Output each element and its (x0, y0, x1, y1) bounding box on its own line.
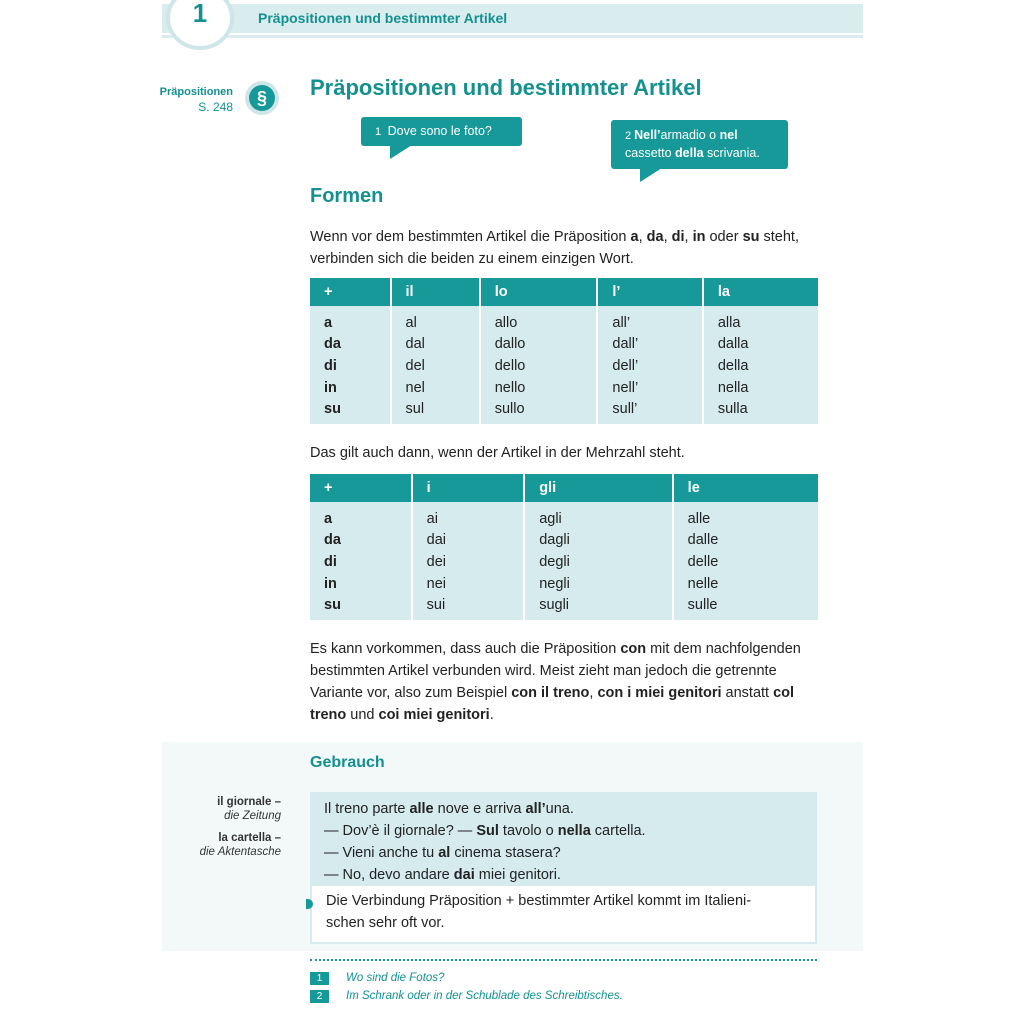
table-cell: dell’ (597, 355, 702, 377)
table-cell: alle (673, 502, 818, 530)
plural-paragraph: Das gilt auch dann, wenn der Artikel in der Mehrzahl steht. (310, 445, 685, 461)
table-header-cell: + (310, 474, 412, 502)
bold: alle (409, 801, 434, 817)
table-cell: in (310, 573, 412, 595)
vocab-term: la cartella – (218, 832, 281, 844)
table-cell: delle (673, 551, 818, 573)
bold: nella (557, 823, 591, 839)
table-cell: dallo (480, 334, 598, 356)
note-text: Die Verbindung Präposition + bestimmter Artikel kommt im Italieni- (326, 893, 752, 909)
bubble-bold: nel (719, 128, 738, 142)
table-cell: dal (391, 334, 480, 356)
text: Wenn vor dem bestimmten Artikel die Präposition (310, 229, 631, 245)
bold: col (773, 685, 795, 701)
table-cell: nello (480, 377, 598, 399)
table-cell: dello (480, 355, 598, 377)
text: cinema stasera? (450, 845, 561, 861)
note-box (310, 886, 817, 944)
header-underline (162, 35, 863, 38)
vocab-entry (200, 795, 281, 823)
text: cartella. (590, 823, 646, 839)
text: , (663, 229, 672, 245)
table-cell: dalla (703, 334, 818, 356)
text: , (638, 229, 647, 245)
paragraph-sign-icon[interactable]: § (249, 85, 275, 111)
footnote-number: 2 (310, 990, 329, 1003)
preposition-table-plural (310, 474, 818, 620)
vocab-translation: die Zeitung (224, 810, 281, 822)
text: und (346, 707, 379, 723)
table-cell: allo (480, 306, 598, 334)
footnote-text: Wo sind die Fotos? (346, 972, 445, 984)
table-row (310, 573, 818, 595)
table-row (310, 398, 818, 424)
table-cell: sugli (524, 594, 672, 620)
table-cell: all’ (597, 306, 702, 334)
text: bestimmten Artikel verbunden wird. Meist zieht man jedoch die getrennte (310, 663, 777, 679)
table-cell: da (310, 530, 412, 552)
vocab-translation: die Aktentasche (199, 846, 281, 858)
table-cell: agli (524, 502, 672, 530)
bold: da (646, 229, 664, 245)
text: Es kann vorkommen, dass auch die Präposition (310, 641, 621, 657)
bubble-text: scrivania. (703, 146, 760, 160)
text: oder (705, 229, 743, 245)
bubble-text: cassetto (625, 146, 676, 160)
table-cell: negli (524, 573, 672, 595)
text: Variante vor, also zum Beispiel (310, 685, 512, 701)
text: una. (545, 801, 574, 817)
bubble-number: 1 (375, 126, 382, 138)
text: — Dov’è il giornale? — (324, 823, 477, 839)
text: , (684, 229, 693, 245)
table-cell: nel (391, 377, 480, 399)
grammar-reference-page[interactable]: S. 248 (198, 100, 233, 114)
bubble-number: 2 (625, 130, 632, 142)
table-row (310, 306, 818, 334)
text: verbinden sich die beiden zu einem einzigen Wort. (310, 251, 634, 267)
footnote-text: Im Schrank oder in der Schublade des Schreibtisches. (346, 990, 623, 1002)
table-cell: nell’ (597, 377, 702, 399)
bold: treno (310, 707, 347, 723)
bold: con i miei genitori (597, 685, 722, 701)
example-line (324, 798, 803, 820)
table-header-cell: l’ (597, 278, 702, 306)
bubble-text: Dove sono le foto? (387, 124, 492, 138)
con-paragraph (310, 638, 830, 726)
bubble-bold: Nell’ (634, 128, 661, 142)
speech-bubble-2 (611, 120, 788, 169)
bold: su (742, 229, 760, 245)
section-title-gebrauch: Gebrauch (310, 754, 385, 771)
table-header-cell: + (310, 278, 391, 306)
table-cell: di (310, 551, 412, 573)
table-row (310, 530, 818, 552)
table-header-cell: la (703, 278, 818, 306)
table-cell: sulla (703, 398, 818, 424)
bold: a (630, 229, 639, 245)
footnote-number: 1 (310, 972, 329, 985)
table-header-cell: gli (524, 474, 672, 502)
table-cell: sul (391, 398, 480, 424)
table-cell: sullo (480, 398, 598, 424)
bold: all’ (525, 801, 546, 817)
table-header-row (310, 474, 818, 502)
table-row (310, 551, 818, 573)
vocabulary-margin (200, 795, 281, 867)
header-title: Präpositionen und bestimmter Artikel (258, 10, 508, 26)
examples-box (310, 792, 817, 886)
vocab-term: il giornale – (217, 796, 281, 808)
table-row (310, 502, 818, 530)
table-cell: a (310, 502, 412, 530)
example-line (324, 864, 803, 886)
table-header-cell: i (412, 474, 525, 502)
table-cell: su (310, 594, 412, 620)
bold: con (620, 641, 647, 657)
table-row (310, 355, 818, 377)
speech-bubble-tail (390, 145, 412, 159)
bold: con il treno (511, 685, 590, 701)
bubble-bold: della (675, 146, 704, 160)
table-cell: alla (703, 306, 818, 334)
section-title-formen: Formen (310, 185, 384, 207)
text: steht, (759, 229, 799, 245)
bubble-text: armadio o (660, 128, 720, 142)
table-cell: al (391, 306, 480, 334)
text: — No, devo andare (324, 867, 454, 883)
text: . (489, 707, 494, 723)
table-cell: su (310, 398, 391, 424)
bold: dai (453, 867, 475, 883)
table-cell: dagli (524, 530, 672, 552)
text: , (589, 685, 598, 701)
grammar-reference-label[interactable]: Präpositionen (159, 86, 233, 98)
table-header-row (310, 278, 818, 306)
table-cell: sui (412, 594, 525, 620)
table-cell: ai (412, 502, 525, 530)
table-row (310, 594, 818, 620)
table-cell: del (391, 355, 480, 377)
table-cell: sulle (673, 594, 818, 620)
table-cell: dai (412, 530, 525, 552)
table-cell: sull’ (597, 398, 702, 424)
bold: al (438, 845, 451, 861)
footnote-divider (310, 959, 817, 961)
bold: di (671, 229, 685, 245)
table-header-cell: il (391, 278, 480, 306)
text: tavolo o (498, 823, 558, 839)
speech-bubble-tail (640, 168, 662, 182)
speech-bubble-1 (361, 117, 522, 146)
text: Il treno parte (324, 801, 410, 817)
text: anstatt (721, 685, 774, 701)
text: mit dem nachfolgenden (646, 641, 801, 657)
table-cell: in (310, 377, 391, 399)
note-text: schen sehr oft vor. (326, 915, 445, 931)
intro-paragraph (310, 226, 830, 270)
text: — Vieni anche tu (324, 845, 439, 861)
table-row (310, 334, 818, 356)
bold: in (692, 229, 706, 245)
table-cell: dalle (673, 530, 818, 552)
example-line (324, 842, 803, 864)
table-row (310, 377, 818, 399)
page-title: Präpositionen und bestimmter Artikel (310, 75, 702, 100)
table-cell: nelle (673, 573, 818, 595)
table-cell: da (310, 334, 391, 356)
table-cell: della (703, 355, 818, 377)
preposition-table-singular (310, 278, 818, 424)
chapter-number: 1 (192, 0, 208, 28)
text: nove e arriva (433, 801, 526, 817)
vocab-entry (200, 831, 281, 859)
example-line (324, 820, 803, 842)
bold: Sul (476, 823, 499, 839)
table-cell: degli (524, 551, 672, 573)
table-header-cell: lo (480, 278, 598, 306)
table-cell: nella (703, 377, 818, 399)
text: miei genitori. (474, 867, 561, 883)
table-cell: dei (412, 551, 525, 573)
bold: coi miei genitori (378, 707, 490, 723)
table-cell: a (310, 306, 391, 334)
table-header-cell: le (673, 474, 818, 502)
table-cell: nei (412, 573, 525, 595)
table-cell: dall’ (597, 334, 702, 356)
table-cell: di (310, 355, 391, 377)
